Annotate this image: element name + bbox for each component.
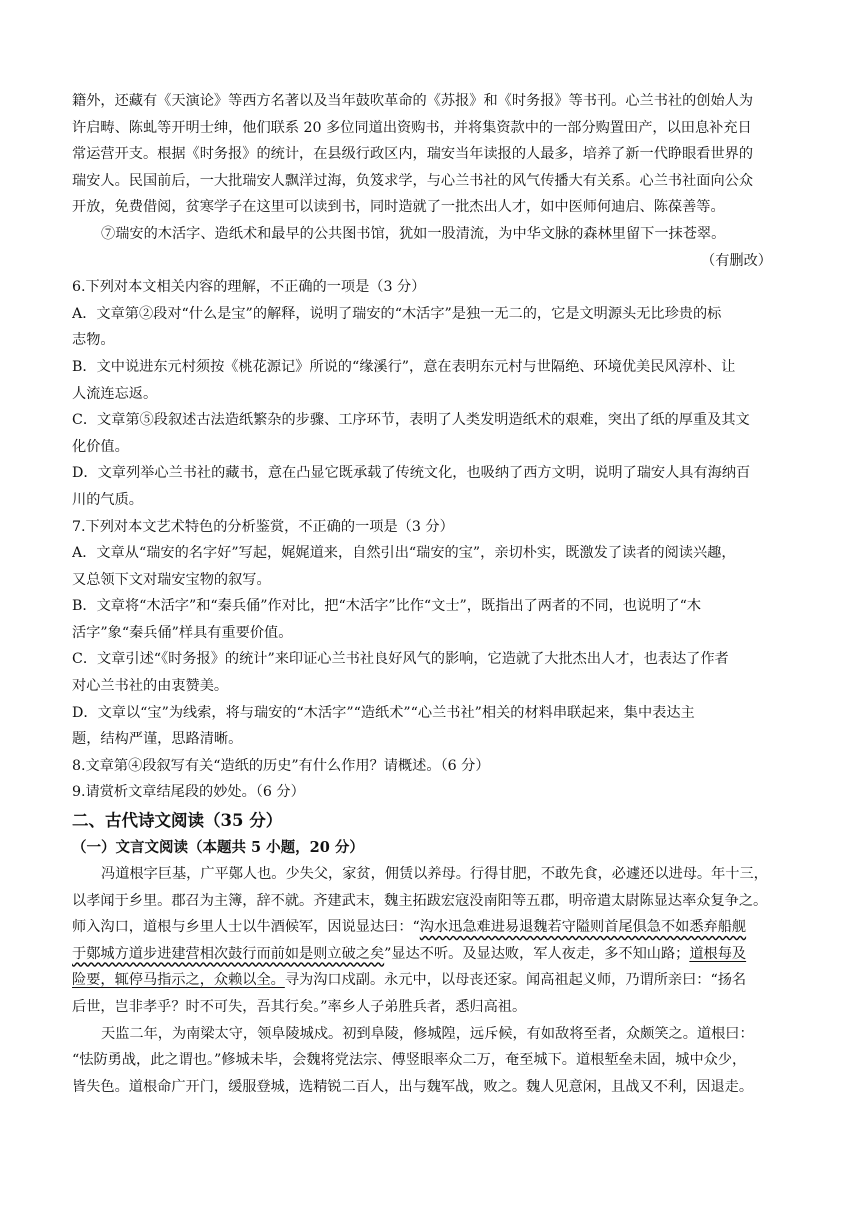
- q7-option-a-cont: 又总领下文对瑞安宝物的叙写。: [72, 571, 271, 588]
- question-6-stem: 6.下列对本文相关内容的理解，不正确的一项是（3 分）: [72, 279, 426, 296]
- underlined-sentence-cont: 险要，辄停马指示之，众赖以全。: [72, 972, 285, 989]
- classical-text-line: [72, 941, 792, 968]
- q6-option-a: A．文章第②段对“什么是宝”的解释，说明了瑞安的“木活字”是独一无二的，它是文明源头无比珍贵的标: [72, 305, 722, 322]
- paragraph-line: 瑞安人。民国前后，一大批瑞安人飘洋过海，负笈求学，与心兰书社的风气传播大有关系。心兰书社面向公众: [72, 172, 754, 189]
- text-span: ”显达不听。及显达败，军人夜走，多不知山路；: [384, 945, 690, 962]
- paragraph-line: 籍外，还藏有《天演论》等西方名著以及当年鼓吹革命的《苏报》和《时务报》等书刊。心兰书社的创始人为: [72, 93, 754, 109]
- classical-text-line: 天监二年，为南梁太守，领阜陵城戍。初到阜陵，修城隍，远斥候，有如敌将至者，众颇笑之。道根曰：: [101, 1025, 754, 1042]
- question-9: 9.请赏析文章结尾段的妙处。（6 分）: [72, 784, 305, 801]
- document-page: [72, 88, 792, 1100]
- text-span: 师入沟口，道根与乡里人士以牛酒候军，因说显达曰：“: [72, 919, 420, 936]
- classical-text-line: [72, 967, 792, 994]
- paragraph-line: 开放，免费借阅，贫寒学子在这里可以读到书，同时造就了一批杰出人才，如中医师何迪启、陈葆善等。: [72, 199, 725, 216]
- classical-text-line: 以孝闻于乡里。郡召为主簿，辞不就。齐建武末，魏主拓跋宏寇没南阳等五郡，明帝遣太尉陈显达率众复争之。: [72, 892, 768, 909]
- underlined-sentence: 道根每及: [689, 945, 747, 962]
- q6-option-d: D．文章列举心兰书社的藏书，意在凸显它既承载了传统文化，也吸纳了西方文明，说明了瑞安人具有海纳百: [72, 465, 751, 482]
- classical-text-line: 冯道根字巨基，广平鄚人也。少失父，家贫，佣赁以养母。行得甘肥，不敢先食，必遽还以进母。年十三，: [101, 866, 768, 883]
- classical-text-line: 皆失色。道根命广开门，缓服登城，选精锐二百人，出与魏军战，败之。魏人见意闲，且战又不利，因退走。: [72, 1078, 754, 1095]
- q6-option-c: C．文章第⑤段叙述古法造纸繁杂的步骤、工序环节，表明了人类发明造纸术的艰难，突出了纸的厚重及其文: [72, 412, 750, 429]
- q7-option-d: D．文章以“宝”为线索，将与瑞安的“木活字”“造纸术”“心兰书社”相关的材料串联起来，集中表达主: [72, 704, 695, 721]
- q7-option-c: C．文章引述“《时务报》的统计”来印证心兰书社良好风气的影响，它造就了大批杰出人才，也表达了作者: [72, 651, 729, 668]
- q7-option-d-cont: 题，结构严谨，思路清晰。: [72, 731, 243, 748]
- section-heading: 二、古代诗文阅读（35 分）: [72, 811, 283, 831]
- classical-text-line: “怯防勇战，此之谓也。”修城未毕，会魏将党法宗、傅竖眼率众二万，奄至城下。道根堑垒未固，城中众少，: [72, 1052, 747, 1069]
- q7-option-b: B．文章将“木活字”和“秦兵俑”作对比，把“木活字”比作“文士”，既指出了两者的不同，也说明了“木: [72, 598, 702, 615]
- q6-option-d-cont: 川的气质。: [72, 491, 143, 508]
- subsection-heading: （一）文言文阅读（本题共 5 小题，20 分）: [72, 839, 364, 857]
- paragraph-line: 许启畴、陈虬等开明士绅，他们联系 20 多位同道出资购书，并将集资款中的一部分购置田产，以田息补充日: [72, 119, 752, 136]
- q6-option-b-cont: 人流连忘返。: [72, 385, 158, 402]
- wavy-underlined-sentence: 沟水迅急难进易退魏若守隘则首尾俱急不如悉弃船舰: [419, 919, 747, 936]
- revision-note: （有删改）: [701, 252, 772, 269]
- question-8: 8.文章第④段叙写有关“造纸的历史”有什么作用？请概述。（6 分）: [72, 757, 490, 774]
- q7-option-c-cont: 对心兰书社的由衷赞美。: [72, 678, 229, 695]
- classical-text-line: [72, 914, 792, 941]
- classical-text-line: 后世，岂非孝乎？时不可失，吾其行矣。”率乡人子弟胜兵者，悉归高祖。: [72, 999, 527, 1015]
- q7-option-b-cont: 活字”象“秦兵俑”样具有重要价值。: [72, 624, 293, 641]
- q7-option-a: A．文章从“瑞安的名字好”写起，娓娓道来，自然引出“瑞安的宝”，亲切朴实，既激发了读者的阅读兴趣，: [72, 545, 736, 562]
- q6-option-c-cont: 化价值。: [72, 438, 129, 455]
- paragraph-line: 常运营开支。根据《时务报》的统计，在县级行政区内，瑞安当年读报的人最多，培养了新一代睁眼看世界的: [72, 146, 754, 163]
- q6-option-a-cont: 志物。: [72, 332, 115, 349]
- text-span: 寻为沟口戍副。永元中，以母丧还家。闻高祖起义师，乃谓所亲曰：“扬名: [284, 972, 747, 989]
- paragraph-7: ⑦瑞安的木活字、造纸术和最早的公共图书馆，犹如一股清流，为中华文脉的森林里留下一抹苍翠。: [101, 225, 726, 242]
- question-7-stem: 7.下列对本文艺术特色的分析鉴赏，不正确的一项是（3 分）: [72, 518, 454, 535]
- wavy-underlined-sentence-cont: 于鄚城方道步进建营相次鼓行而前如是则立破之矣: [72, 945, 385, 962]
- q6-option-b: B．文中说进东元村须按《桃花源记》所说的“缘溪行”，意在表明东元村与世隔绝、环境优美民风淳朴、让: [72, 358, 736, 375]
